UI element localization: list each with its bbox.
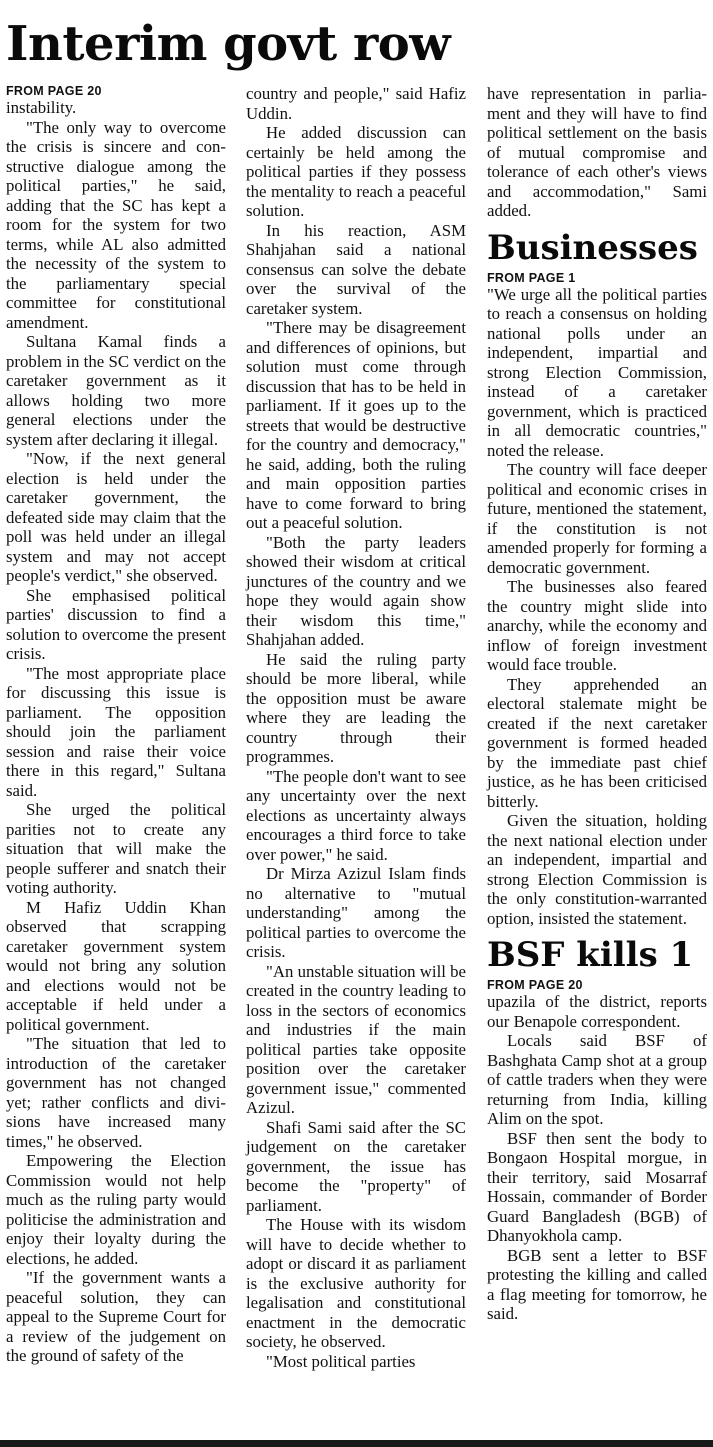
paragraph: "The situation that led to introduction of the caretaker government has not changed yet; rather conflicts and divisions have increased many times," he observed. [6, 1034, 226, 1151]
paragraph: BGB sent a letter to BSF protesting the killing and called a flag meeting for tomorrow, he said. [487, 1245, 707, 1323]
bsf-headline: BSF kills 1 [487, 935, 694, 975]
paragraph: M Hafiz Uddin Khan observed that scrapping caretaker government system would not bring any solution and elections would not be acceptable if held under a political government. [6, 897, 226, 1034]
paragraph: Given the situation, holding the next national election under an independent, impartial and strong Election Commission is the only constitution-warranted option, insisted the statement. [487, 811, 707, 928]
paragraph: "Both the party leaders showed their wisdom at critical junctures of the country and we hope they would again show their wisdom this time," Shahjahan added. [246, 532, 466, 649]
jump-line: FROM PAGE 20 [6, 84, 102, 98]
paragraph: Sultana Kamal finds a problem in the SC verdict on the caretaker government as it allows holding two more general elections under the system after declaring it illegal. [6, 332, 226, 449]
column-1 [6, 84, 226, 1366]
paragraph: Empowering the Election Commission would not help much as the ruling party would politicise the administration and enjoy their loyalty during the elections, he added. [6, 1151, 226, 1268]
bottom-rule [0, 1440, 713, 1447]
paragraph: upazila of the district, reports our Benapole correspondent. [487, 992, 707, 1031]
paragraph: He said the ruling party should be more liberal, while the opposition must be aware where they are leading the country through their programmes. [246, 649, 466, 766]
paragraph: She urged the political parities not to create any situation that will make the people sufferer and snatch their voting authority. [6, 800, 226, 897]
paragraph: The House with its wisdom will have to decide whether to adopt or discard it as parliament is the exclusive authority for legalisation and constitutional enactment in the democratic society, he observed. [246, 1215, 466, 1351]
paragraph: He added discussion can certainly be held among the political parties if they possess the mentality to reach a peaceful solution. [246, 123, 466, 220]
paragraph: "Most political parties [266, 1351, 416, 1371]
headline: Interim govt row [6, 16, 451, 72]
paragraph: "Now, if the next general election is held under the caretaker government, the defeated side may claim that the poll was held under an illegal system and may not accept people's verdict," she observed. [6, 449, 226, 585]
paragraph: instability. [6, 98, 77, 117]
paragraph: Shafi Sami said after the SC judgement on the caretaker government, the issue has become the "property" of parliament. [246, 1117, 466, 1215]
businesses-headline: Businesses [487, 227, 698, 268]
paragraph: "We urge all the political parties to reach a consensus on holding national polls under an independent, impartial and strong Election Commission, instead of a caretaker government, which is practiced in all democratic countries," noted the release. [487, 284, 707, 460]
paragraph: BSF then sent the body to Bongaon Hospital morgue, in their territory, said Mosarraf Hossain, commander of Border Guard Bangladesh (BGB) of Dhanyokhola camp. [487, 1128, 707, 1245]
paragraph: They apprehended an electoral stalemate might be created if the next caretaker government is formed headed by the immediate past chief justice, as he has been criticised bitterly. [487, 674, 707, 811]
paragraph: "The people don't want to see any uncertainty over the next elections as uncertainty always encourages a third force to take over power," he said. [246, 766, 466, 864]
paragraph: "The only way to overcome the crisis is sincere and constructive dialogue among the political parties," he said, adding that the SC has kept a room for the system for two terms, while AL also admitted the necessity of the system to the parliamentary special committee for constitutional amendment. [6, 117, 226, 332]
column-2 [246, 84, 466, 1371]
paragraph: Dr Mirza Azizul Islam finds no alternative to "mutual understanding" among the political parties to overcome the crisis. [246, 864, 466, 961]
paragraph: She emphasised political parties' discussion to find a solution to overcome the present crisis. [6, 585, 226, 663]
paragraph: "If the government wants a peaceful solution, they can appeal to the Supreme Court for a review of the judgement on the ground of safety of the [6, 1268, 226, 1365]
paragraph: "An unstable situation will be created in the country leading to loss in the sectors of economics and industries if the main political parties take opposite position over the caretaker government issue," commented Azizul. [246, 961, 466, 1117]
paragraph: Locals said BSF of Bashghata Camp shot at a group of cattle traders when they were returning from India, killing Alim on the spot. [487, 1031, 707, 1128]
column-3 [487, 84, 707, 1324]
paragraph: "There may be disagreement and differences of opinions, but solution must come through discussion that has to be held in parliament. If it goes up to the streets that would be destructive for the country and democracy," he said, adding, both the ruling and main opposition parties have to come forward to bring out a peaceful solution. [246, 318, 466, 532]
paragraph: In his reaction, ASM Shahjahan said a national consensus can solve the debate over the survival of the caretaker system. [246, 220, 466, 318]
paragraph: The businesses also feared the country might slide into anarchy, while the economy and inflow of foreign investment would face trouble. [487, 577, 707, 674]
paragraph: The country will face deeper political and economic crises in future, mentioned the statement, if the constitution is not amended properly for forming a democratic government. [487, 460, 707, 577]
paragraph: have representation in parliament and they will have to find political settlement on the basis of mutual compromise and tolerance of each other's views and accommodation," Sami added. [487, 84, 707, 220]
jump-line: FROM PAGE 20 [487, 978, 583, 992]
paragraph: country and people," said Hafiz Uddin. [246, 84, 466, 123]
jump-line: FROM PAGE 1 [487, 270, 576, 285]
paragraph: "The most appropriate place for discussing this issue is parliament. The opposition should join the parliament session and raise their voice there in this regard," Sultana said. [6, 663, 226, 800]
